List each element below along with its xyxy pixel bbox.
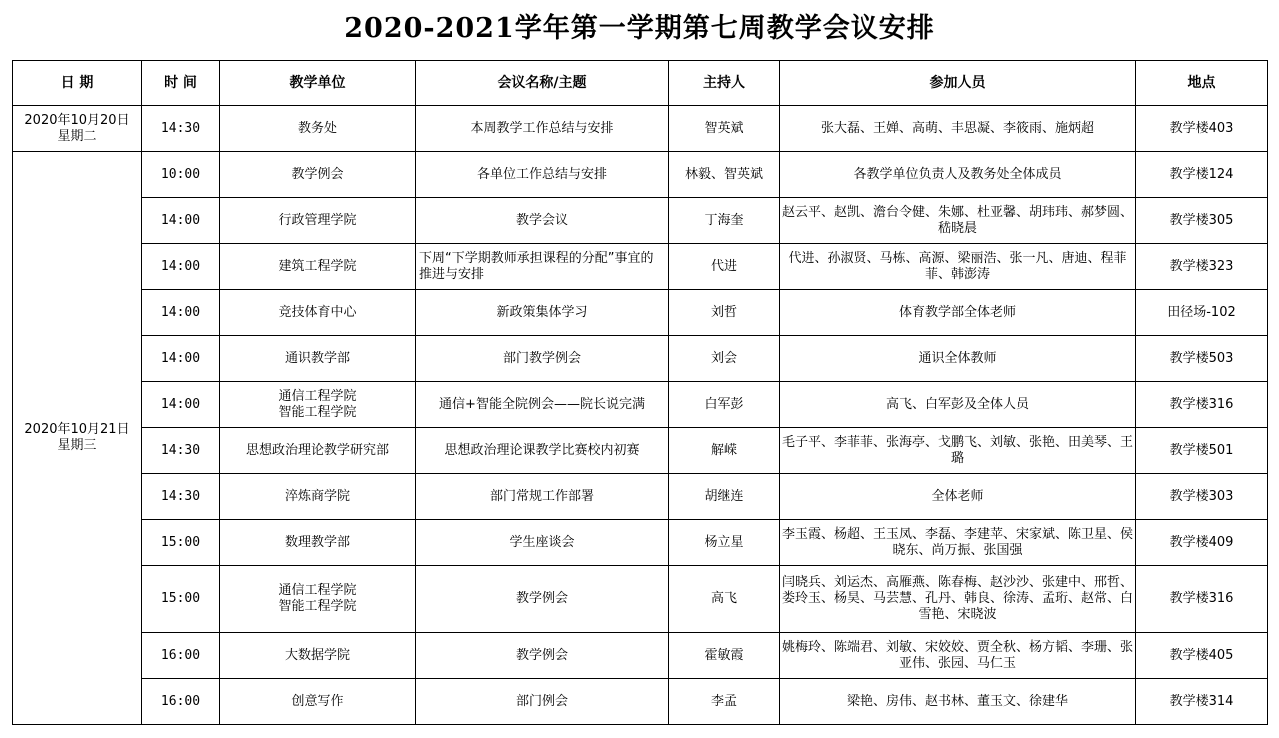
time-cell: 14:30 <box>142 106 220 152</box>
place-cell: 教学楼409 <box>1136 520 1268 566</box>
unit-cell: 建筑工程学院 <box>220 244 416 290</box>
host-cell: 刘会 <box>669 336 780 382</box>
members-cell: 全体老师 <box>780 474 1136 520</box>
place-cell: 教学楼305 <box>1136 198 1268 244</box>
host-cell: 丁海奎 <box>669 198 780 244</box>
table-row <box>13 520 1268 566</box>
place-cell: 教学楼405 <box>1136 633 1268 679</box>
unit-cell: 通信工程学院 智能工程学院 <box>220 566 416 633</box>
place-cell: 教学楼403 <box>1136 106 1268 152</box>
time-cell: 14:00 <box>142 290 220 336</box>
host-cell: 杨立星 <box>669 520 780 566</box>
unit-cell: 行政管理学院 <box>220 198 416 244</box>
date-cell: 2020年10月20日 星期二 <box>13 106 142 152</box>
table-row <box>13 474 1268 520</box>
unit-cell: 教学例会 <box>220 152 416 198</box>
members-cell: 李玉霞、杨超、王玉凤、李磊、李建苹、宋家斌、陈卫星、侯晓东、尚万振、张国强 <box>780 520 1136 566</box>
members-cell: 梁艳、房伟、赵书林、董玉文、徐建华 <box>780 679 1136 725</box>
topic-cell: 教学会议 <box>416 198 669 244</box>
members-cell: 毛子平、李菲菲、张海亭、戈鹏飞、刘敏、张艳、田美琴、王璐 <box>780 428 1136 474</box>
table-row <box>13 566 1268 633</box>
members-cell: 闫晓兵、刘运杰、高雁燕、陈春梅、赵沙沙、张建中、邢哲、娄玲玉、杨昊、马芸慧、孔丹、韩良、徐涛、孟珩、赵常、白雪艳、宋晓波 <box>780 566 1136 633</box>
members-cell: 高飞、白军彭及全体人员 <box>780 382 1136 428</box>
host-cell: 刘哲 <box>669 290 780 336</box>
place-cell: 教学楼314 <box>1136 679 1268 725</box>
topic-cell: 通信+智能全院例会——院长说完满 <box>416 382 669 428</box>
members-cell: 赵云平、赵凯、澹台令健、朱娜、杜亚馨、胡玮玮、郝梦圆、嵇晓晨 <box>780 198 1136 244</box>
topic-cell: 部门例会 <box>416 679 669 725</box>
page-title: 2020-2021学年第一学期第七周教学会议安排 <box>344 13 935 44</box>
time-cell: 14:30 <box>142 428 220 474</box>
header-topic: 会议名称/主题 <box>416 61 669 106</box>
time-cell: 14:00 <box>142 244 220 290</box>
place-cell: 教学楼303 <box>1136 474 1268 520</box>
host-cell: 代进 <box>669 244 780 290</box>
unit-cell: 思想政治理论教学研究部 <box>220 428 416 474</box>
header-time: 时 间 <box>142 61 220 106</box>
table-header-row <box>13 61 1268 106</box>
time-cell: 10:00 <box>142 152 220 198</box>
header-date: 日 期 <box>13 61 142 106</box>
host-cell: 林毅、智英斌 <box>669 152 780 198</box>
table-row <box>13 198 1268 244</box>
host-cell: 李孟 <box>669 679 780 725</box>
time-cell: 15:00 <box>142 520 220 566</box>
host-cell: 白军彭 <box>669 382 780 428</box>
place-cell: 教学楼503 <box>1136 336 1268 382</box>
table-row <box>13 290 1268 336</box>
header-unit: 教学单位 <box>220 61 416 106</box>
header-place: 地点 <box>1136 61 1268 106</box>
table-row <box>13 382 1268 428</box>
place-cell: 教学楼124 <box>1136 152 1268 198</box>
time-cell: 15:00 <box>142 566 220 633</box>
unit-cell: 竞技体育中心 <box>220 290 416 336</box>
unit-cell: 数理教学部 <box>220 520 416 566</box>
place-cell: 教学楼316 <box>1136 566 1268 633</box>
members-cell: 各教学单位负责人及教务处全体成员 <box>780 152 1136 198</box>
topic-cell: 下周“下学期教师承担课程的分配”事宜的推进与安排 <box>416 244 669 290</box>
topic-cell: 教学例会 <box>416 633 669 679</box>
host-cell: 高飞 <box>669 566 780 633</box>
host-cell: 胡继连 <box>669 474 780 520</box>
table-row <box>13 336 1268 382</box>
topic-cell: 部门常规工作部署 <box>416 474 669 520</box>
time-cell: 16:00 <box>142 633 220 679</box>
table-row <box>13 152 1268 198</box>
place-cell: 田径场-102 <box>1136 290 1268 336</box>
host-cell: 解嵘 <box>669 428 780 474</box>
host-cell: 智英斌 <box>669 106 780 152</box>
table-row <box>13 633 1268 679</box>
unit-cell: 淬炼商学院 <box>220 474 416 520</box>
members-cell: 姚梅玲、陈端君、刘敏、宋姣姣、贾全秋、杨方韬、李珊、张亚伟、张园、马仁玉 <box>780 633 1136 679</box>
header-members: 参加人员 <box>780 61 1136 106</box>
table-row <box>13 428 1268 474</box>
place-cell: 教学楼323 <box>1136 244 1268 290</box>
time-cell: 14:00 <box>142 198 220 244</box>
members-cell: 体育教学部全体老师 <box>780 290 1136 336</box>
topic-cell: 部门教学例会 <box>416 336 669 382</box>
topic-cell: 本周教学工作总结与安排 <box>416 106 669 152</box>
table-row <box>13 106 1268 152</box>
unit-cell: 通信工程学院 智能工程学院 <box>220 382 416 428</box>
unit-cell: 大数据学院 <box>220 633 416 679</box>
unit-cell: 通识教学部 <box>220 336 416 382</box>
members-cell: 代进、孙淑贤、马栋、高源、梁丽浩、张一凡、唐迪、程菲菲、韩澎涛 <box>780 244 1136 290</box>
members-cell: 张大磊、王婵、高萌、丰思凝、李筱雨、施炳超 <box>780 106 1136 152</box>
topic-cell: 教学例会 <box>416 566 669 633</box>
topic-cell: 思想政治理论课教学比赛校内初赛 <box>416 428 669 474</box>
host-cell: 霍敏霞 <box>669 633 780 679</box>
table-row <box>13 244 1268 290</box>
date-cell: 2020年10月21日 星期三 <box>13 152 142 725</box>
time-cell: 16:00 <box>142 679 220 725</box>
meeting-schedule-table <box>12 60 1268 725</box>
place-cell: 教学楼316 <box>1136 382 1268 428</box>
topic-cell: 学生座谈会 <box>416 520 669 566</box>
topic-cell: 新政策集体学习 <box>416 290 669 336</box>
time-cell: 14:00 <box>142 382 220 428</box>
topic-cell: 各单位工作总结与安排 <box>416 152 669 198</box>
time-cell: 14:30 <box>142 474 220 520</box>
members-cell: 通识全体教师 <box>780 336 1136 382</box>
time-cell: 14:00 <box>142 336 220 382</box>
header-host: 主持人 <box>669 61 780 106</box>
unit-cell: 教务处 <box>220 106 416 152</box>
place-cell: 教学楼501 <box>1136 428 1268 474</box>
unit-cell: 创意写作 <box>220 679 416 725</box>
table-row <box>13 679 1268 725</box>
